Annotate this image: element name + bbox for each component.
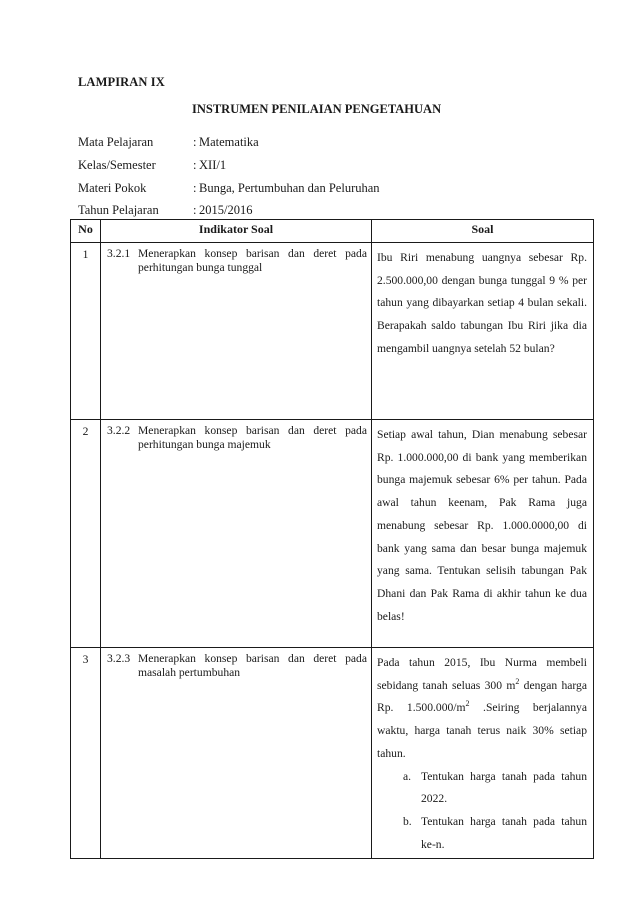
meta-colon: : <box>193 158 197 172</box>
table-row <box>71 648 594 859</box>
indicator-code: 3.2.3 <box>107 652 131 665</box>
appendix-label: LAMPIRAN IX <box>78 75 165 89</box>
indicator-text: Menerapkan konsep barisan dan deret pada perhitungan bunga majemuk <box>138 424 367 452</box>
indicator-text: Menerapkan konsep barisan dan deret pada perhitungan bunga tunggal <box>138 247 367 275</box>
meta-value: XII/1 <box>199 158 227 172</box>
meta-colon: : <box>193 135 197 149</box>
row-number: 2 <box>71 420 101 648</box>
list-item <box>403 766 587 811</box>
list-item-text: Tentukan harga tanah pada tahun ke-n. <box>421 814 587 851</box>
header-no: No <box>71 220 101 243</box>
meta-colon: : <box>193 203 197 217</box>
header-indikator: Indikator Soal <box>101 220 372 243</box>
meta-label: Materi Pokok <box>78 181 147 195</box>
meta-value: 2015/2016 <box>199 203 253 217</box>
table-header-row <box>71 220 594 243</box>
indicator-text: Menerapkan konsep barisan dan deret pada masalah pertumbuhan <box>138 652 367 680</box>
sub-question-list <box>377 766 587 857</box>
table-row <box>71 420 594 648</box>
indicator-cell <box>101 648 372 859</box>
row-number: 1 <box>71 243 101 420</box>
meta-row-year <box>78 203 252 218</box>
list-marker: a. <box>403 769 412 783</box>
superscript: 2 <box>515 676 520 686</box>
indicator-code: 3.2.1 <box>107 247 131 260</box>
list-marker: b. <box>403 814 412 828</box>
indicator-cell <box>101 420 372 648</box>
assessment-table <box>70 219 594 859</box>
list-item <box>403 811 587 856</box>
question-text: Setiap awal tahun, Dian menabung sebesar Rp. 1.000.000,00 di bank yang memberikan bunga majemuk sebesar 6% per tahun. Pada awal tahun keenam, Pak Rama juga menabung sebesar Rp. 1.000.0000,00 di bank yang sama dan besar bunga majemuk yang sama. Tentukan selisih tabungan Pak Dhani dan Pak Rama di akhir tahun ke dua belas! <box>372 420 594 648</box>
meta-row-topic <box>78 181 380 196</box>
meta-label: Tahun Pelajaran <box>78 203 159 217</box>
list-item-text: Tentukan harga tanah pada tahun 2022. <box>421 769 587 806</box>
meta-value: Matematika <box>199 135 259 149</box>
question-text <box>377 652 587 766</box>
question-cell <box>372 648 594 859</box>
question-text-part: dengan harga Rp. 1.500.000/m <box>377 678 587 715</box>
meta-colon: : <box>193 181 197 195</box>
document-title: INSTRUMEN PENILAIAN PENGETAHUAN <box>192 102 442 116</box>
superscript: 2 <box>465 699 470 709</box>
indicator-cell <box>101 243 372 420</box>
meta-row-subject <box>78 135 259 150</box>
question-text-part: Pada tahun 2015, Ibu Nurma membeli sebidang tanah seluas 300 m <box>377 656 587 692</box>
table-row <box>71 243 594 420</box>
question-text-part: .Seiring berjalannya waktu, harga tanah terus naik 30% setiap tahun. <box>377 701 587 760</box>
header-soal: Soal <box>372 220 594 243</box>
meta-value: Bunga, Pertumbuhan dan Peluruhan <box>199 181 380 195</box>
meta-label: Kelas/Semester <box>78 158 156 172</box>
row-number: 3 <box>71 648 101 859</box>
meta-label: Mata Pelajaran <box>78 135 154 149</box>
indicator-code: 3.2.2 <box>107 424 131 437</box>
meta-row-class <box>78 158 226 173</box>
question-text: Ibu Riri menabung uangnya sebesar Rp. 2.500.000,00 dengan bunga tunggal 9 % per tahun yang dibayarkan setiap 4 bulan sekali. Berapakah saldo tabungan Ibu Riri jika dia mengambil uangnya setelah 52 bulan? <box>372 243 594 420</box>
